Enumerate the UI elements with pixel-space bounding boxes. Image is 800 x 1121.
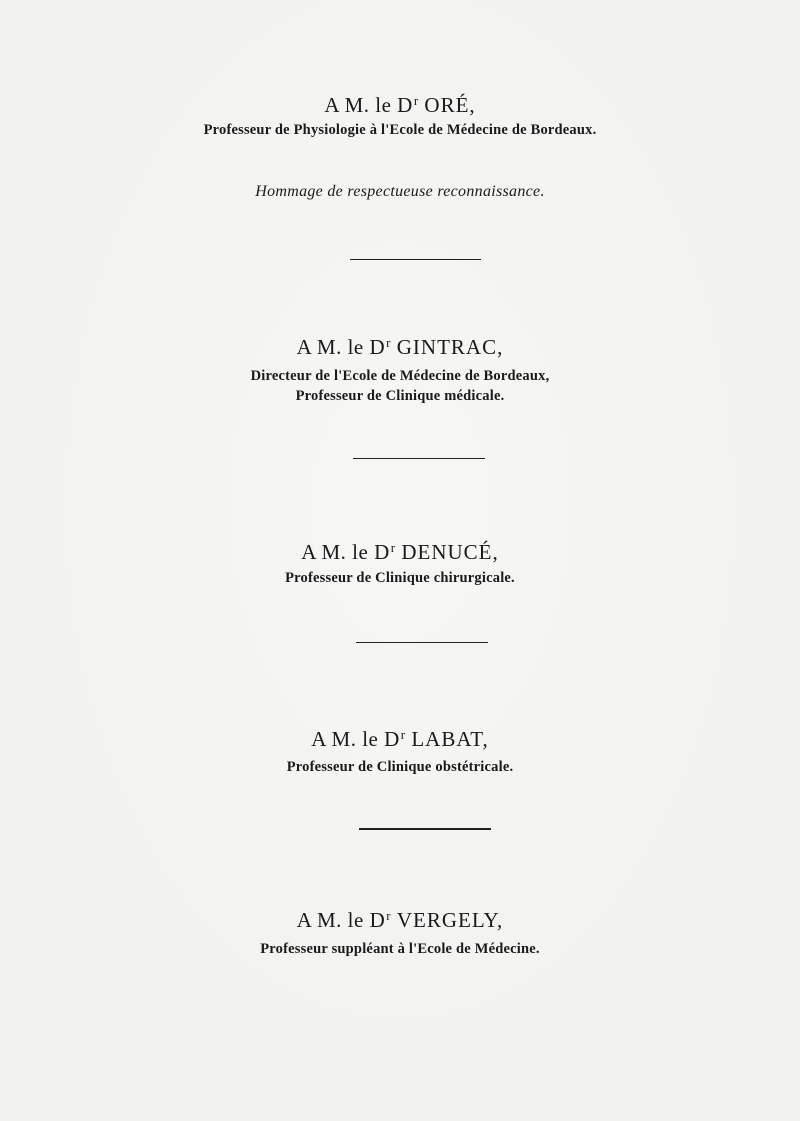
dedication-labat-title xyxy=(0,757,800,777)
dedication-prefix: A M. le D xyxy=(311,727,400,751)
dedication-gintrac xyxy=(0,330,800,360)
dedication-sup: r xyxy=(386,335,391,350)
dedication-sup: r xyxy=(400,727,406,742)
dedication-prefix: A M. le D xyxy=(296,908,386,932)
dedication-name: ORÉ, xyxy=(424,93,476,117)
title-line: Professeur de Clinique chirurgicale. xyxy=(285,570,515,586)
separator-rule xyxy=(359,828,491,830)
separator-rule xyxy=(350,259,481,260)
dedication-ore xyxy=(0,88,800,118)
dedication-heading xyxy=(0,903,800,933)
dedication-sup: r xyxy=(413,93,419,108)
dedication-prefix: A M. le D xyxy=(324,93,413,117)
dedication-prefix: A M. le D xyxy=(301,540,390,564)
dedication-heading xyxy=(0,88,800,118)
dedication-denuce xyxy=(0,535,800,565)
title-line: Professeur de Clinique obstétricale. xyxy=(286,759,514,775)
dedication-denuce-title xyxy=(0,568,800,588)
separator-rule xyxy=(353,458,485,459)
dedication-vergely xyxy=(0,903,800,933)
title-line: Professeur de Physiologie à l'Ecole de Médecine de Bordeaux. xyxy=(203,122,597,138)
dedication-prefix: A M. le D xyxy=(296,335,386,359)
dedication-heading xyxy=(0,722,800,752)
dedication-name: DENUCÉ, xyxy=(401,540,499,564)
dedication-heading xyxy=(0,535,800,565)
dedication-sup: r xyxy=(386,908,392,923)
dedication-name: LABAT, xyxy=(411,727,489,751)
dedication-ore-title xyxy=(0,120,800,140)
separator-rule xyxy=(356,642,488,643)
title-line: Professeur suppléant à l'Ecole de Médecine. xyxy=(260,941,540,957)
dedication-ore-homage xyxy=(0,183,800,201)
dedication-sup: r xyxy=(390,540,396,555)
title-line: Directeur de l'Ecole de Médecine de Bordeaux, xyxy=(250,368,550,384)
title-line: Professeur de Clinique médicale. xyxy=(295,388,505,404)
dedication-vergely-title xyxy=(0,939,800,959)
dedication-name: GINTRAC, xyxy=(396,335,504,359)
dedication-labat xyxy=(0,722,800,752)
homage-line: Hommage de respectueuse reconnaissance. xyxy=(255,183,545,200)
dedication-heading xyxy=(0,330,800,360)
dedication-name: VERGELY, xyxy=(396,908,504,932)
dedication-gintrac-title xyxy=(0,366,800,406)
